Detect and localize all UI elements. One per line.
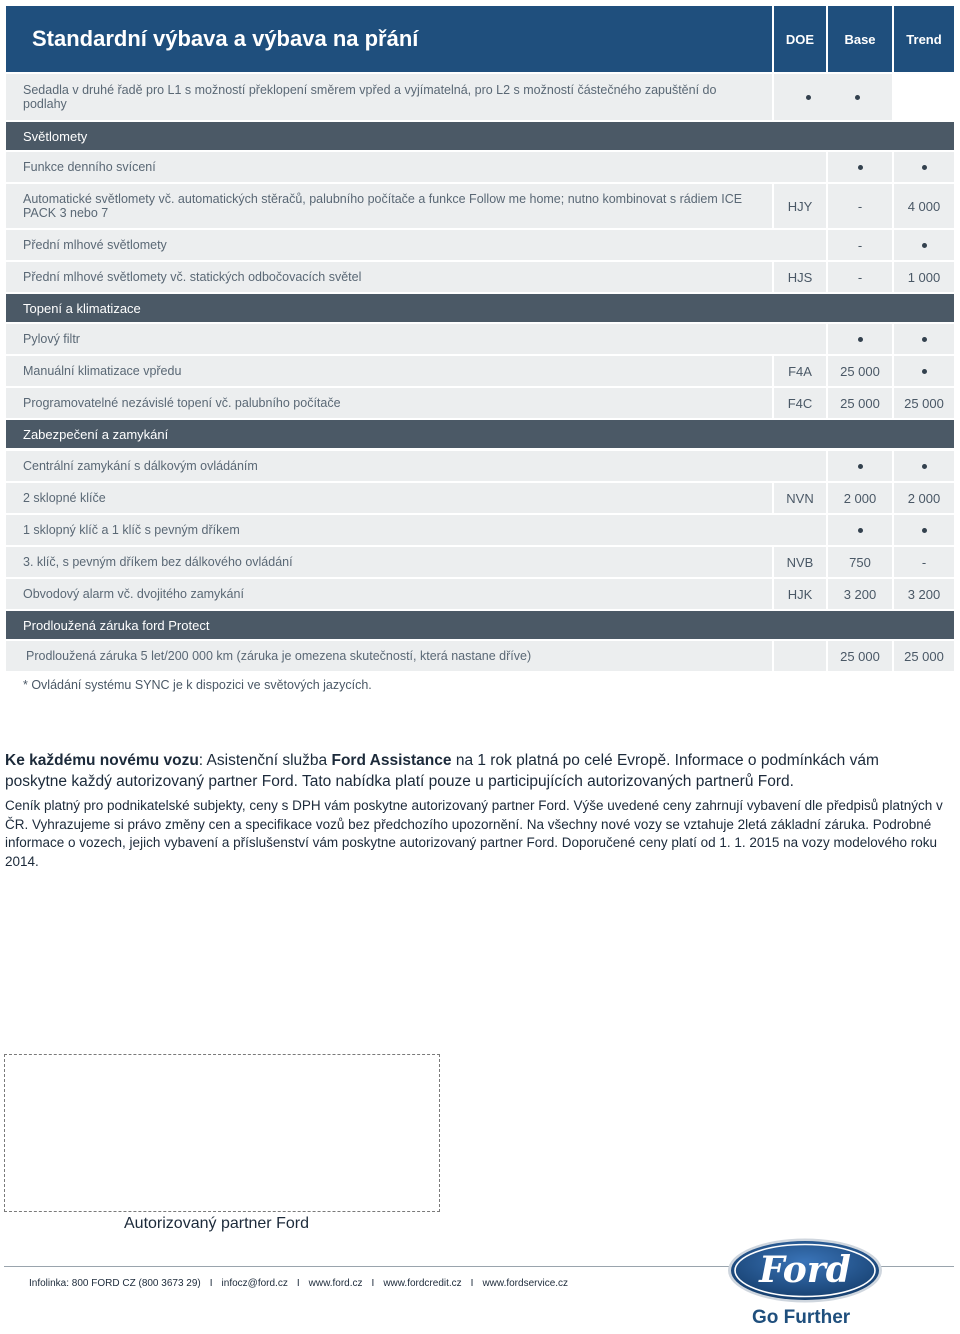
- base-value: [828, 451, 892, 481]
- base-value: 2 000: [828, 483, 892, 513]
- standard-dot-icon: [858, 464, 863, 469]
- row-description: Přední mlhové světlomety: [6, 230, 826, 260]
- base-value: 25 000: [828, 641, 892, 671]
- standard-dot-icon: [858, 528, 863, 533]
- base-value: 25 000: [828, 356, 892, 386]
- row-description: Pylový filtr: [6, 324, 826, 354]
- svg-text:Ford: Ford: [759, 1249, 851, 1291]
- trend-value: 25 000: [894, 641, 954, 671]
- table-row: [6, 74, 954, 120]
- table-row: [6, 483, 954, 513]
- doe-code: HJY: [774, 184, 826, 228]
- trend-value: 4 000: [894, 184, 954, 228]
- section-header: Prodloužená záruka ford Protect: [6, 611, 954, 639]
- ford-oval-logo-icon: [726, 1237, 884, 1304]
- column-header-trend: Trend: [894, 6, 954, 72]
- doe-code: HJS: [774, 262, 826, 292]
- standard-dot-icon: [922, 528, 927, 533]
- pricing-disclaimer: Ceník platný pro podnikatelské subjekty, ceny s DPH vám poskytne autorizovaný partner Ford. Výše uvedené ceny zahrnují vybavení dle předpisů platných v ČR. Vyhrazujeme si právo změny cen a specifikace vozů bez předchozího upozornění. Na všechny nové vozy se vztahuje 2letá základní záruka. Podrobné informace o vozech, jejich vybavení a příslušenství vám poskytne autorizovaný partner Ford. Doporučené ceny platí od 1. 1. 2015 na vozy modelového roku 2014.: [5, 798, 943, 869]
- footnote: * Ovládání systému SYNC je k dispozici ve světových jazycích.: [23, 678, 372, 692]
- hotline-text: Infolinka: 800 FORD CZ (800 3673 29): [29, 1278, 201, 1289]
- trend-value: 1 000: [894, 262, 954, 292]
- trend-value: 2 000: [894, 483, 954, 513]
- row-description: Funkce denního svícení: [6, 152, 826, 182]
- trend-value: 25 000: [894, 388, 954, 418]
- assistance-paragraph: [5, 750, 945, 792]
- standard-dot-icon: [858, 337, 863, 342]
- row-description: 3. klíč, s pevným dříkem bez dálkového ovládání: [6, 547, 772, 577]
- standard-dot-icon: [858, 165, 863, 170]
- section-header: Zabezpečení a zamykání: [6, 420, 954, 448]
- doe-code: HJK: [774, 579, 826, 609]
- table-row: [6, 451, 954, 481]
- email-link[interactable]: infocz@ford.cz: [221, 1278, 288, 1289]
- row-description: Centrální zamykání s dálkovým ovládáním: [6, 451, 826, 481]
- base-value: [828, 515, 892, 545]
- doe-code: F4C: [774, 388, 826, 418]
- footer-separator: I: [296, 1278, 300, 1289]
- base-value: 3 200: [828, 579, 892, 609]
- row-description: Prodloužená záruka 5 let/200 000 km (záruka je omezena skutečností, která nastane dříve): [6, 641, 772, 671]
- doe-code: NVN: [774, 483, 826, 513]
- table-row: [6, 579, 954, 609]
- table-row: [6, 388, 954, 418]
- standard-dot-icon: [922, 243, 927, 248]
- standard-dot-icon: [922, 165, 927, 170]
- standard-dot-icon: [922, 337, 927, 342]
- fordservice-link[interactable]: www.fordservice.cz: [482, 1278, 569, 1289]
- base-value: 25 000: [828, 388, 892, 418]
- paragraph-text: : Asistenční služba: [198, 752, 332, 769]
- dealer-label: Autorizovaný partner Ford: [124, 1215, 309, 1232]
- base-value: -: [828, 262, 892, 292]
- section-header: Světlomety: [6, 122, 954, 150]
- doe-code: [774, 641, 826, 671]
- trend-value: [894, 152, 954, 182]
- column-header-base: Base: [828, 6, 892, 72]
- table-row: [6, 324, 954, 354]
- section-header: Topení a klimatizace: [6, 294, 954, 322]
- doe-code: F4A: [774, 356, 826, 386]
- row-description: Obvodový alarm vč. dvojitého zamykání: [6, 579, 772, 609]
- row-description: Programovatelné nezávislé topení vč. palubního počítače: [6, 388, 772, 418]
- row-description: Automatické světlomety vč. automatických stěračů, palubního počítače a funkce Follow me home; nutno kombinovat s rádiem ICE PACK 3 nebo 7: [6, 184, 772, 228]
- table-row: [6, 230, 954, 260]
- table-header: [6, 6, 954, 72]
- row-description: Manuální klimatizace vpředu: [6, 356, 772, 386]
- trend-value: -: [894, 547, 954, 577]
- base-value: [828, 324, 892, 354]
- doe-code: NVB: [774, 547, 826, 577]
- footer-contacts: [29, 1278, 568, 1289]
- table-row: [6, 356, 954, 386]
- footer-separator: I: [209, 1278, 213, 1289]
- table-row: [6, 262, 954, 292]
- column-header-doe: DOE: [774, 6, 826, 72]
- trend-value: [894, 356, 954, 386]
- row-description: 1 sklopný klíč a 1 klíč s pevným dříkem: [6, 515, 826, 545]
- standard-dot-icon: [922, 369, 927, 374]
- page-title: Standardní výbava a výbava na přání: [6, 6, 772, 72]
- dealer-stamp-area: [4, 1054, 440, 1212]
- base-value: 750: [828, 547, 892, 577]
- row-description: Sedadla v druhé řadě pro L1 s možností překlopení směrem vpřed a vyjímatelná, pro L2 s možností částečného zapuštění do podlahy: [6, 74, 772, 120]
- trend-value: 3 200: [894, 579, 954, 609]
- table-row: [6, 547, 954, 577]
- standard-dot-icon: [922, 464, 927, 469]
- standard-dot-icon: [806, 95, 811, 100]
- row-description: Přední mlhové světlomety vč. statických odbočovacích světel: [6, 262, 772, 292]
- footer-separator: I: [371, 1278, 375, 1289]
- slogan-text: Go Further: [752, 1307, 851, 1328]
- website-link[interactable]: www.ford.cz: [308, 1278, 363, 1289]
- trend-value: [894, 230, 954, 260]
- row-description: 2 sklopné klíče: [6, 483, 772, 513]
- paragraph-text: na 1 rok platná po celé Evropě. Informace o podmínkách vám poskytne každý autorizovaný partner Ford. Tato nabídka platí pouze u participujících autorizovaných partnerů Ford.: [5, 752, 879, 790]
- standard-dot-icon: [855, 95, 860, 100]
- table-row: [6, 184, 954, 228]
- base-value: -: [828, 230, 892, 260]
- footer-separator: I: [470, 1278, 474, 1289]
- base-value: [828, 152, 892, 182]
- bold-text: Ford Assistance: [331, 752, 452, 769]
- table-row: [6, 152, 954, 182]
- table-row: [6, 641, 954, 671]
- trend-value: [894, 515, 954, 545]
- bold-text: Ke každému novému vozu: [5, 752, 199, 769]
- trend-value: [894, 451, 954, 481]
- table-row: [6, 515, 954, 545]
- trend-value: [894, 324, 954, 354]
- base-value: -: [828, 184, 892, 228]
- row-availability: [774, 74, 892, 120]
- fordcredit-link[interactable]: www.fordcredit.cz: [383, 1278, 462, 1289]
